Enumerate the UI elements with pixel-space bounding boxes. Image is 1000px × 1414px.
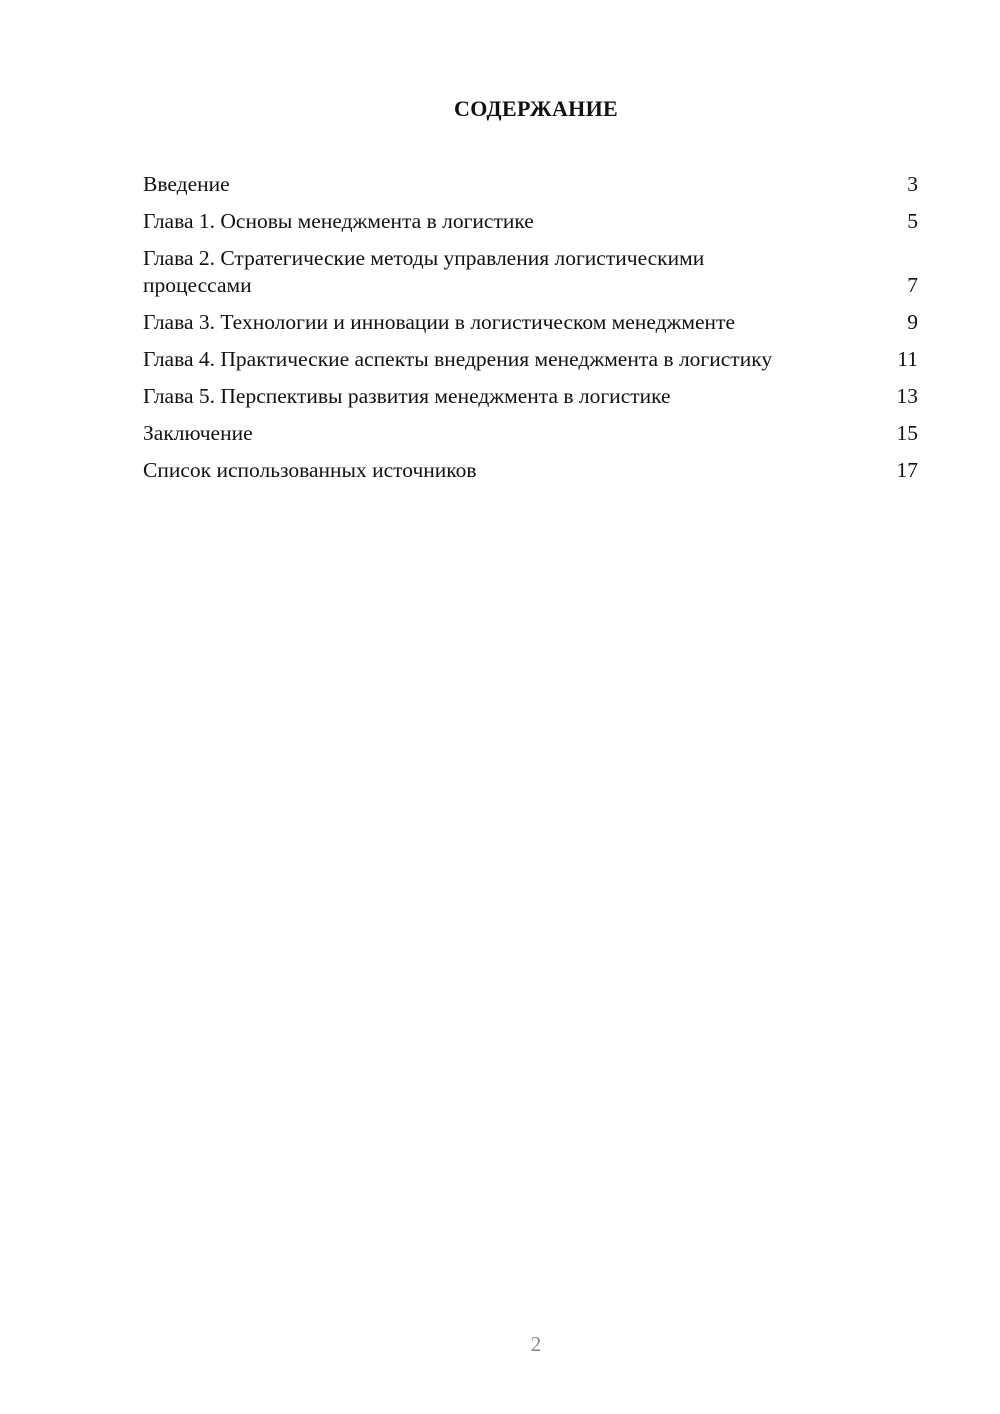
toc-entry bbox=[143, 245, 918, 299]
toc-entry-label: Глава 4. Практические аспекты внедрения менеджмента в логистику bbox=[143, 347, 773, 371]
toc-entry bbox=[143, 208, 918, 235]
toc-entry-page: 3 bbox=[907, 172, 918, 196]
toc-entry-page: 13 bbox=[896, 384, 918, 408]
toc-entry bbox=[143, 457, 918, 484]
toc-entry-label: Список использованных источников bbox=[143, 458, 477, 482]
page-title: СОДЕРЖАНИЕ bbox=[454, 96, 618, 121]
toc-entry-page: 7 bbox=[907, 273, 918, 297]
toc-entry-label: Глава 2. Стратегические методы управления логистическими процессами bbox=[143, 246, 705, 297]
toc-entry-page: 5 bbox=[907, 209, 918, 233]
toc-entry-label: Введение bbox=[143, 172, 230, 196]
toc-entry-page: 15 bbox=[896, 421, 918, 445]
toc-entry bbox=[143, 171, 918, 198]
toc-entry bbox=[143, 309, 918, 336]
page-number: 2 bbox=[530, 1332, 542, 1356]
toc-entry-page: 11 bbox=[897, 347, 918, 371]
toc-entry-page: 17 bbox=[896, 458, 918, 482]
toc-entry-label: Заключение bbox=[143, 421, 253, 445]
toc-entry bbox=[143, 346, 918, 373]
toc-entry bbox=[143, 383, 918, 410]
toc-entry-label: Глава 5. Перспективы развития менеджмента в логистике bbox=[143, 384, 671, 408]
table-of-contents bbox=[143, 171, 918, 494]
toc-entry-page: 9 bbox=[907, 310, 918, 334]
toc-entry-label: Глава 3. Технологии и инновации в логистическом менеджменте bbox=[143, 310, 735, 334]
toc-entry bbox=[143, 420, 918, 447]
toc-entry-label: Глава 1. Основы менеджмента в логистике bbox=[143, 209, 534, 233]
